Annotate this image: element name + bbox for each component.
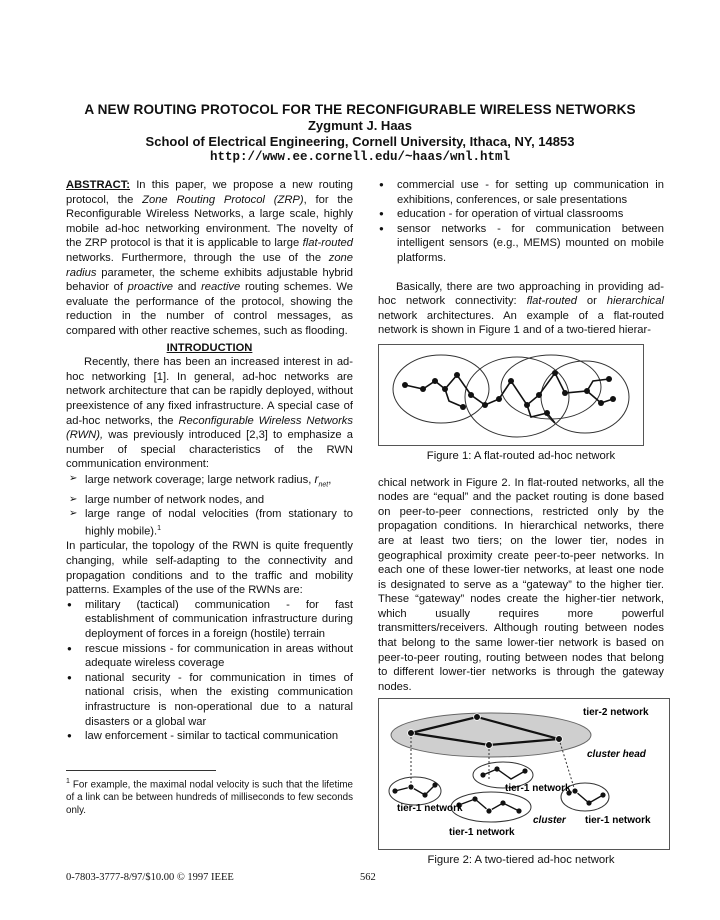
label-tier-1: tier-1 network [505,783,571,795]
r-subscript: net [318,481,329,489]
link-path [587,379,609,391]
node [454,372,460,378]
node [460,404,466,410]
abstract-reactive: reactive [201,281,241,294]
node [600,793,605,798]
label-tier-1: tier-1 network [449,827,515,839]
intro-rwn: Reconfigurable Wireless Networks (RWN), [66,414,353,442]
label-cluster: cluster [533,815,566,827]
cluster-head-node [486,742,493,749]
abstract-proactive: proactive [127,281,174,294]
node [468,392,474,398]
node [586,801,591,806]
figure-2-caption: Figure 2: A two-tiered ad-hoc network [427,854,615,867]
node [494,767,499,772]
list-item: ● law enforcement - similar to tactical communication [66,729,353,744]
list-item-text: large range of nodal velocities (from stationary to highly mobile). [85,508,353,538]
node [472,797,477,802]
uses-list-continued [378,178,664,266]
paper-title: A NEW ROUTING PROTOCOL FOR THE RECONFIGURABLE WIRELESS NETWORKS [84,102,636,117]
link-path [395,785,435,795]
coverage-ellipse [465,357,569,437]
two-tier-network-diagram [379,699,669,849]
author-url: http://www.ee.cornell.edu/~haas/wnl.html [209,150,511,164]
node [480,773,485,778]
abstract-heading: ABSTRACT: [66,179,131,191]
intro-paragraph-2: In particular, the topology of the RWN is quite frequently changing, while self-adapting to the connectivity and propagation conditions and to the traffic and mobility patterns. Examples of the use of the RWNs are: [66,540,353,597]
copyright-notice: 0-7803-3777-8/97/$10.00 © 1997 IEEE [66,872,234,883]
characteristics-list [66,472,353,540]
list-item: ● rescue missions - for communication in areas without adequate wireless coverage [66,642,353,671]
footnote-text: For example, the maximal nodal velocity is such that the lifetime of a link can be between hundreds of milliseconds to few seconds only. [66,778,353,816]
footnote-divider [66,770,216,771]
node [432,783,437,788]
para-text: network architectures. An example of a flat-routed network is shown in Figure 1 and of a two-tiered hierar- [378,309,664,337]
paragraph-architectures [378,280,664,338]
node [442,386,448,392]
intro-text: Recently, there has been an increased interest in ad-hoc networking [1]. In general, ad-hoc networks are network architecture that can be rapidly deployed, without preexistence of any fixed infrastructure. A special case of ad-hoc networks, the [66,356,353,427]
cluster-head-node [486,808,492,814]
node [496,396,502,402]
node [432,378,438,384]
footnote [66,775,353,817]
list-item: ● sensor networks - for communication between intelligent sensors (e.g., MEMS) mounted on mobile platforms. [378,222,664,266]
figure-1 [378,344,644,446]
node [508,378,514,384]
label-tier-1: tier-1 network [397,803,463,815]
abstract-flat: flat-routed [302,237,353,250]
node [598,400,604,406]
para-text: or [576,295,607,308]
abstract-text: In this paper, we propose a new routing protocol, the [66,179,353,206]
label-tier-2: tier-2 network [583,707,649,719]
list-item: ● commercial use - for setting up communication in exhibitions, conferences, or sale presentations [378,178,664,207]
coverage-ellipse [501,355,601,419]
intro-text: was previously introduced [2,3] to emphasize a number of special characteristics of the RWN communication environment: [66,429,353,471]
node [584,388,590,394]
list-item: ● national security - for communication in times of national crisis, when the existing communication infrastructure is non-operational due to a natural disasters or a global war [66,671,353,729]
label-cluster-head: cluster head [587,749,646,761]
flat-network-diagram [379,345,643,445]
right-column [378,178,664,868]
r-net-symbol [314,471,329,489]
list-item: ➢ large network coverage; large network radius, $r_{net}$, [66,472,353,493]
para-hier: hierarchical [606,295,664,308]
node [392,789,397,794]
node [422,793,427,798]
abstract-text: and [173,281,202,294]
abstract-text: parameter, the scheme exhibits adjustable hybrid behavior of [66,266,353,294]
node [420,386,426,392]
abstract [66,178,353,339]
author-name: Zygmunt J. Haas [307,118,413,133]
cluster-head-node [408,784,414,790]
node [562,390,568,396]
list-item: ● military (tactical) communication - for fast establishment of communication infrastructure during deployment of forces in a foreign (hostile) terrain [66,598,353,642]
paragraph-hierarchical: chical network in Figure 2. In flat-routed networks, all the nodes are “equal” and the packet routing is done based on peer-to-peer connections, restricted only by the propagation conditions. In hierarchical networks, there are at least two tiers; on the lower tier, nodes in geographical proximity create peer-to-peer networks. In each one of these lower-tier networks, at least one node is designated to serve as a “gateway” to the higher tier. These “gateway” nodes create the higher-tier network, which usually requires more powerful transmitters/receivers. Although routing between nodes that belong to the same lower-tier network is based on peer-to-peer routing, routing between nodes that belong to different lower-tier networks is through the gateway nodes. [378,476,664,693]
cluster-head-node [408,730,415,737]
footnote-marker: 1 [157,525,162,533]
cluster-head-node [556,736,563,743]
list-item-text: large network coverage; large network radius, [85,473,312,486]
abstract-text: routing schemes. We evaluate the performance of the protocol, showing the reduction in the number of control messages, as compared with other reactive schemes, such as flooding. [66,281,353,337]
affiliation: School of Electrical Engineering, Cornell University, Ithaca, NY, 14853 [145,134,575,149]
section-heading-introduction: INTRODUCTION [166,341,253,354]
cluster-head-node [572,788,578,794]
nodes [402,370,616,416]
cluster-head-node [474,714,481,721]
footnote-marker: 1 [66,777,70,785]
left-column [66,178,353,817]
link-path [405,373,613,405]
link-path [445,389,463,407]
node [500,801,505,806]
node [522,769,527,774]
node [516,809,521,814]
r-symbol: r [314,471,319,486]
label-tier-1: tier-1 network [585,815,651,827]
abstract-zone: zone radius [66,251,353,279]
node [536,392,542,398]
uses-list [66,598,353,744]
tier-1-ellipse [451,792,531,822]
node [552,370,558,376]
list-item [66,507,353,539]
node [606,376,612,382]
abstract-text: networks. Furthermore, through the use of the [66,251,329,264]
intro-paragraph-1 [66,355,353,472]
list-item: ➢ large number of network nodes, and [66,493,353,508]
abstract-zrp: Zone Routing Protocol (ZRP) [142,193,304,206]
node [482,402,488,408]
list-item: ● education - for operation of virtual classrooms [378,207,664,222]
coverage-ellipse [393,355,489,423]
node [524,402,530,408]
para-flat: flat-routed [526,295,577,308]
abstract-text: , for the Reconfigurable Wireless Networks, a large scale, highly mobile ad-hoc networking environment. The novelty of the ZRP protocol is that it is applicable to large [66,193,353,250]
figure-2 [378,698,670,850]
node [610,396,616,402]
figure-1-caption: Figure 1: A flat-routed ad-hoc network [426,449,616,462]
para-text: Basically, there are two approaching in providing ad-hoc network connectivity: [378,280,664,308]
node [402,382,408,388]
page-number: 562 [360,872,376,883]
node [544,410,550,416]
